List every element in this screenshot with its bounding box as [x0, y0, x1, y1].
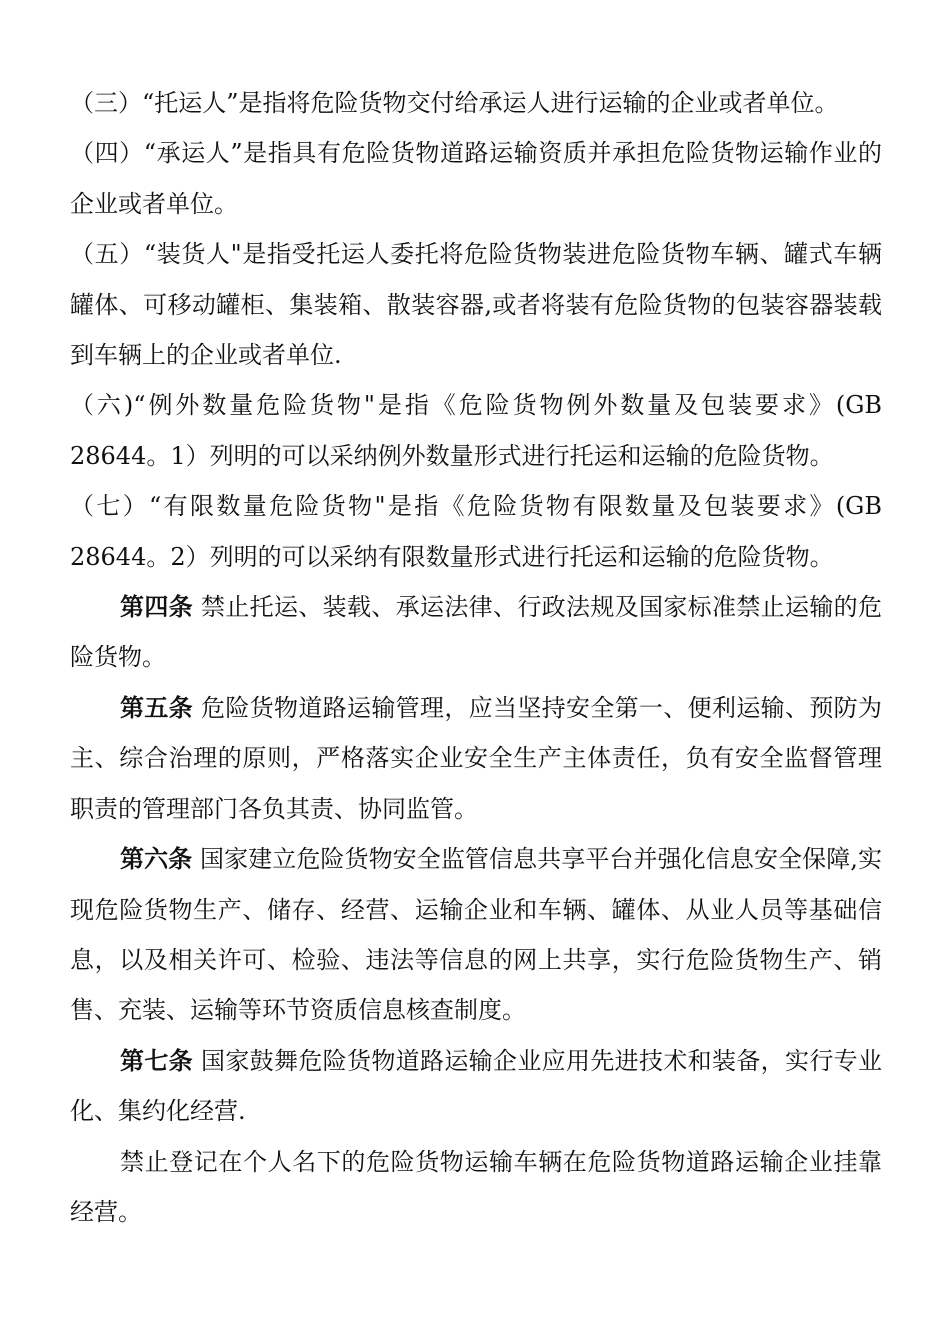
paragraph-text: （五）“装货人"是指受托运人委托将危险货物装进危险货物车辆、罐式车辆罐体、可移动罐柜、集装箱、散装容器,或者将装有危险货物的包装容器装载到车辆上的企业或者单位.	[70, 240, 882, 370]
article-5	[70, 683, 882, 834]
article-heading: 第六条	[120, 844, 193, 874]
definition-excepted-quantity	[70, 380, 882, 481]
paragraph-text: 国家鼓舞危险货物道路运输企业应用先进技术和装备，实行专业化、集约化经营.	[70, 1046, 882, 1126]
definition-limited-quantity	[70, 481, 882, 582]
paragraph-text: （四）“承运人”是指具有危险货物道路运输资质并承担危险货物运输作业的企业或者单位。	[70, 139, 882, 218]
article-7	[70, 1036, 882, 1137]
definition-carrier	[70, 128, 882, 229]
article-4	[70, 582, 882, 683]
paragraph-text: 禁止登记在个人名下的危险货物运输车辆在危险货物道路运输企业挂靠经营。	[70, 1147, 882, 1226]
paragraph-text: 国家建立危险货物安全监管信息共享平台并强化信息安全保障,实现危险货物生产、储存、经营、运输企业和车辆、罐体、从业人员等基础信息，以及相关许可、检验、违法等信息的网上共享，实行危险货物生产、销售、充装、运输等环节资质信息核查制度。	[70, 845, 882, 1025]
paragraph-text: 禁止托运、装载、承运法律、行政法规及国家标准禁止运输的危险货物。	[70, 593, 882, 672]
definition-loader	[70, 229, 882, 380]
article-7-clause-2	[70, 1137, 882, 1238]
paragraph-text: （七）“有限数量危险货物"是指《危险货物有限数量及包装要求》(GB 28644。2）列明的可以采纳有限数量形式进行托运和运输的危险货物。	[70, 492, 882, 571]
article-heading: 第七条	[120, 1045, 194, 1075]
document-body	[70, 78, 882, 1237]
paragraph-text: （六)“例外数量危险货物"是指《危险货物例外数量及包装要求》(GB 28644。1）列明的可以采纳例外数量形式进行托运和运输的危险货物。	[70, 391, 882, 470]
article-heading: 第四条	[120, 592, 194, 622]
paragraph-text: 危险货物道路运输管理，应当坚持安全第一、便利运输、预防为主、综合治理的原则，严格落实企业安全生产主体责任，负有安全监督管理职责的管理部门各负其责、协同监管。	[70, 693, 882, 823]
article-6	[70, 834, 882, 1036]
paragraph-text: （三）“托运人”是指将危险货物交付给承运人进行运输的企业或者单位。	[70, 89, 839, 117]
article-heading: 第五条	[120, 692, 194, 722]
definition-shipper	[70, 78, 882, 128]
